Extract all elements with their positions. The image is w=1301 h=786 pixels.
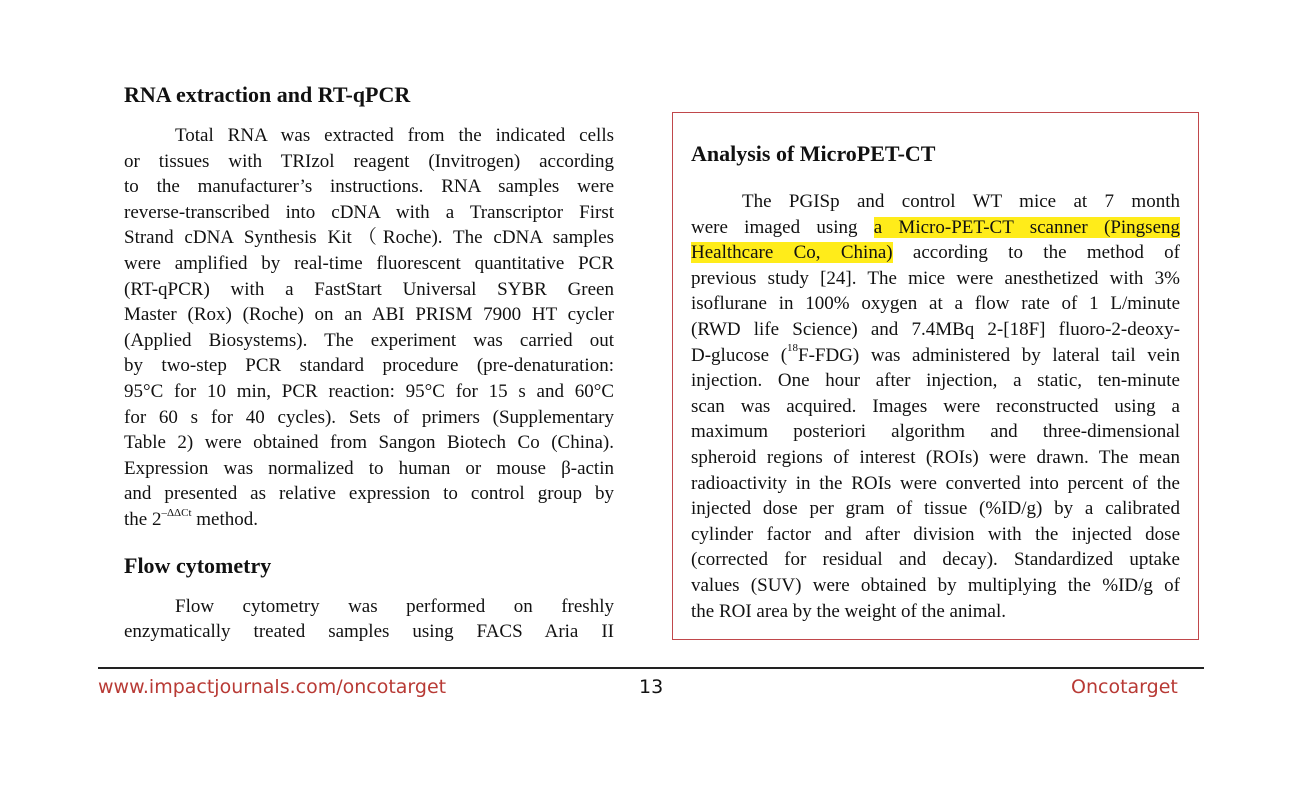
text-line: values (SUV) were obtained by multiplying the %ID/g of [691,574,1180,596]
formula-suffix: method. [191,508,259,530]
footer-rule [98,667,1204,669]
text-fragment: F-FDG) was administered by lateral tail vein [798,344,1181,366]
text-line: (RT-qPCR) with a FastStart Universal SYBR Green [124,278,614,300]
highlighted-text: Healthcare Co, China) [691,242,893,264]
highlighted-text: a Micro-PET-CT scanner (Pingseng [873,216,1180,238]
text-line: Total RNA was extracted from the indicated cells [175,125,614,146]
text-line [691,240,1180,266]
text-line: injection. One hour after injection, a static, ten-minute [691,370,1180,392]
highlight-box [672,112,1199,640]
text-line: 95°C for 10 min, PCR reaction: 95°C for 15 s and 60°C [124,380,614,402]
formula-exponent: –ΔΔCt [161,506,192,519]
formula-text: the 2 [124,508,162,530]
text-line [691,215,1180,241]
text-line: injected dose per gram of tissue (%ID/g) by a calibrated [691,498,1180,520]
text-line: were amplified by real-time fluorescent quantitative PCR [124,252,614,274]
text-line: to the manufacturer’s instructions. RNA samples were [124,176,614,198]
text-line: for 60 s for 40 cycles). Sets of primers (Supplementary [124,406,614,428]
paragraph-rna [124,123,614,533]
text-line: and presented as relative expression to control group by [124,483,614,505]
text-line: previous study [24]. The mice were anesthetized with 3% [691,267,1180,289]
paragraph-micropet [691,189,1180,624]
text-fragment: according to the method of [892,242,1181,264]
page-number: 13 [639,676,664,698]
text-line: or tissues with TRIzol reagent (Invitrogen) according [124,150,614,172]
footer-url-link[interactable]: www.impactjournals.com/oncotarget [98,676,447,698]
text-line: isoflurane in 100% oxygen at a flow rate of 1 L/minute [691,293,1180,315]
text-line: enzymatically treated samples using FACS Aria II [124,621,614,643]
text-line: Expression was normalized to human or mouse β-actin [124,457,614,479]
text-line: Table 2) were obtained from Sangon Biotech Co (China). [124,432,614,454]
text-line: cylinder factor and after division with the injected dose [691,523,1180,545]
isotope-superscript: 18 [787,342,799,355]
text-line: The PGISp and control WT mice at 7 month [742,191,1180,212]
text-line: by two-step PCR standard procedure (pre-denaturation: [124,355,614,377]
text-line: reverse-transcribed into cDNA with a Transcriptor First [124,201,614,223]
text-fragment: D-glucose ( [691,344,788,366]
text-fragment: were imaged using [691,216,874,238]
text-line: (Applied Biosystems). The experiment was carried out [124,329,614,351]
text-line: Flow cytometry was performed on freshly [175,595,614,617]
text-line-last [124,507,614,533]
box-content [691,139,1180,624]
text-line: scan was acquired. Images were reconstructed using a [691,395,1180,417]
section-heading-flow: Flow cytometry [124,552,272,578]
journal-name: Oncotarget [1071,676,1178,698]
text-line: spheroid regions of interest (ROIs) were drawn. The mean [691,446,1180,468]
text-line [691,343,1180,369]
section-heading-micropet: Analysis of MicroPET-CT [691,141,936,166]
text-line: (RWD life Science) and 7.4MBq 2-[18F] fluoro-2-deoxy- [691,318,1180,340]
text-line-last: the ROI area by the weight of the animal. [691,600,1006,622]
text-line: (corrected for residual and decay). Standardized uptake [691,549,1180,571]
text-line: Master (Rox) (Roche) on an ABI PRISM 7900 HT cycler [124,304,614,326]
section-heading-rna: RNA extraction and RT-qPCR [124,82,411,107]
paragraph-flow [124,594,614,645]
text-line: Strand cDNA Synthesis Kit（Roche). The cDNA samples [124,227,614,249]
text-line: radioactivity in the ROIs were converted into percent of the [691,472,1180,494]
left-column [124,80,614,645]
text-line: maximum posteriori algorithm and three-dimensional [691,421,1180,443]
